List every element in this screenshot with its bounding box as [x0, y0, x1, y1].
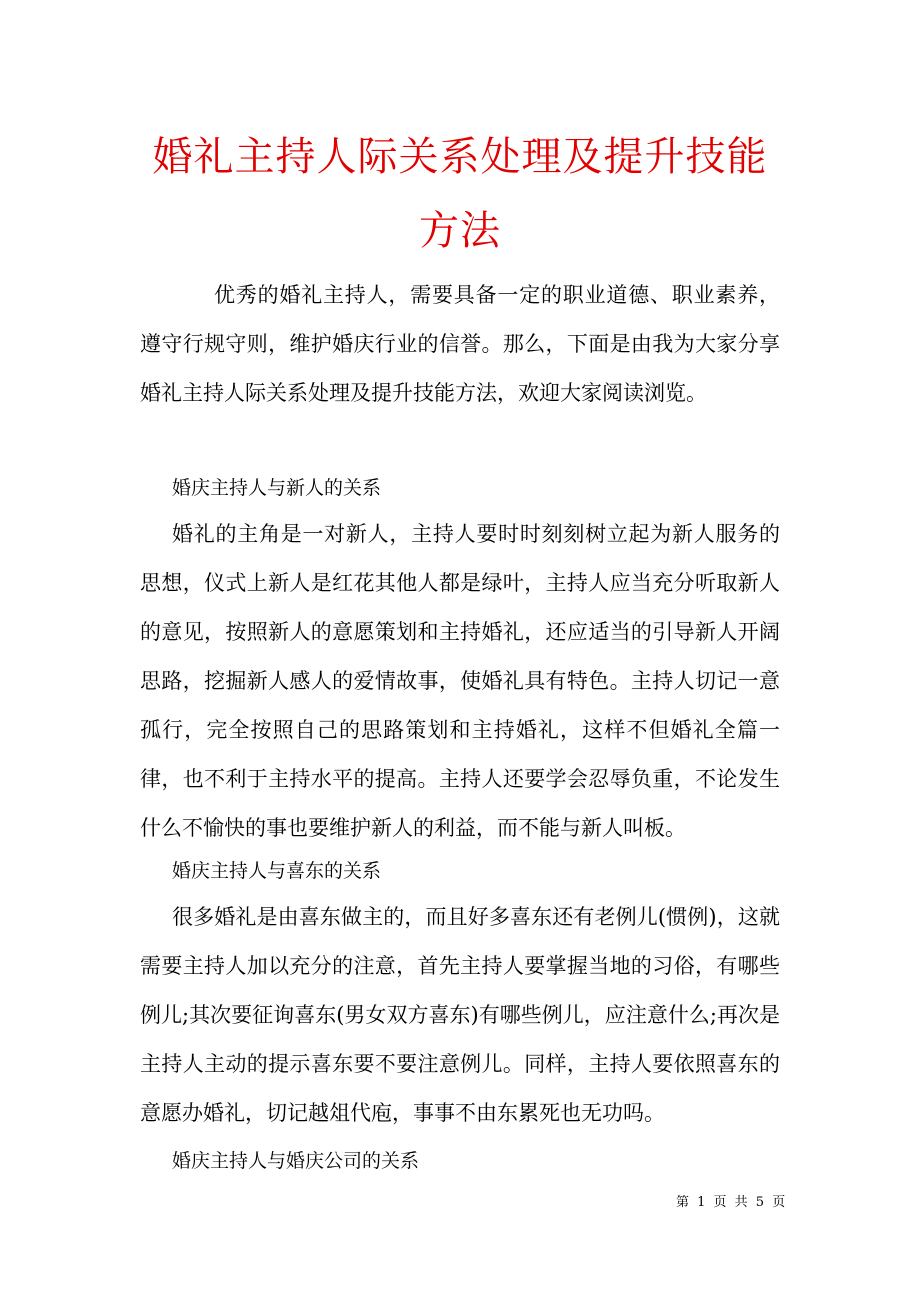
page-number: 第 1 页 共 5 页	[676, 1195, 788, 1210]
section-body: 婚礼的主角是一对新人，主持人要时时刻刻树立起为新人服务的思想，仪式上新人是红花其他人都是绿叶，主持人应当充分听取新人的意见，按照新人的意愿策划和主持婚礼，还应适当的引导新人开阔思路，挖掘新人感人的爱情故事，使婚礼具有特色。主持人切记一意孤行，完全按照自己的思路策划和主持婚礼，这样不但婚礼全篇一律，也不利于主持水平的提高。主持人还要学会忍辱负重，不论发生什么不愉快的事也要维护新人的利益，而不能与新人叫板。	[140, 522, 780, 840]
section-heading: 婚庆主持人与婚庆公司的关系	[172, 1150, 420, 1172]
intro-paragraph: 优秀的婚礼主持人，需要具备一定的职业道德、职业素养，遵守行规守则，维护婚庆行业的信誉。那么，下面是由我为大家分享婚礼主持人际关系处理及提升技能方法，欢迎大家阅读浏览。	[140, 283, 780, 405]
section-body: 很多婚礼是由喜东做主的，而且好多喜东还有老例儿(惯例)，这就需要主持人加以充分的注意，首先主持人要掌握当地的习俗，有哪些例儿;其次要征询喜东(男女双方喜东)有哪些例儿，应注意什么;再次是主持人主动的提示喜东要不要注意例儿。同样，主持人要依照喜东的意愿办婚礼，切记越俎代庖，事事不由东累死也无功吗。	[140, 905, 780, 1125]
document-title: 婚礼主持人际关系处理及提升技能方法	[152, 134, 768, 254]
section-heading: 婚庆主持人与新人的关系	[172, 477, 382, 499]
section-heading: 婚庆主持人与喜东的关系	[172, 860, 382, 882]
